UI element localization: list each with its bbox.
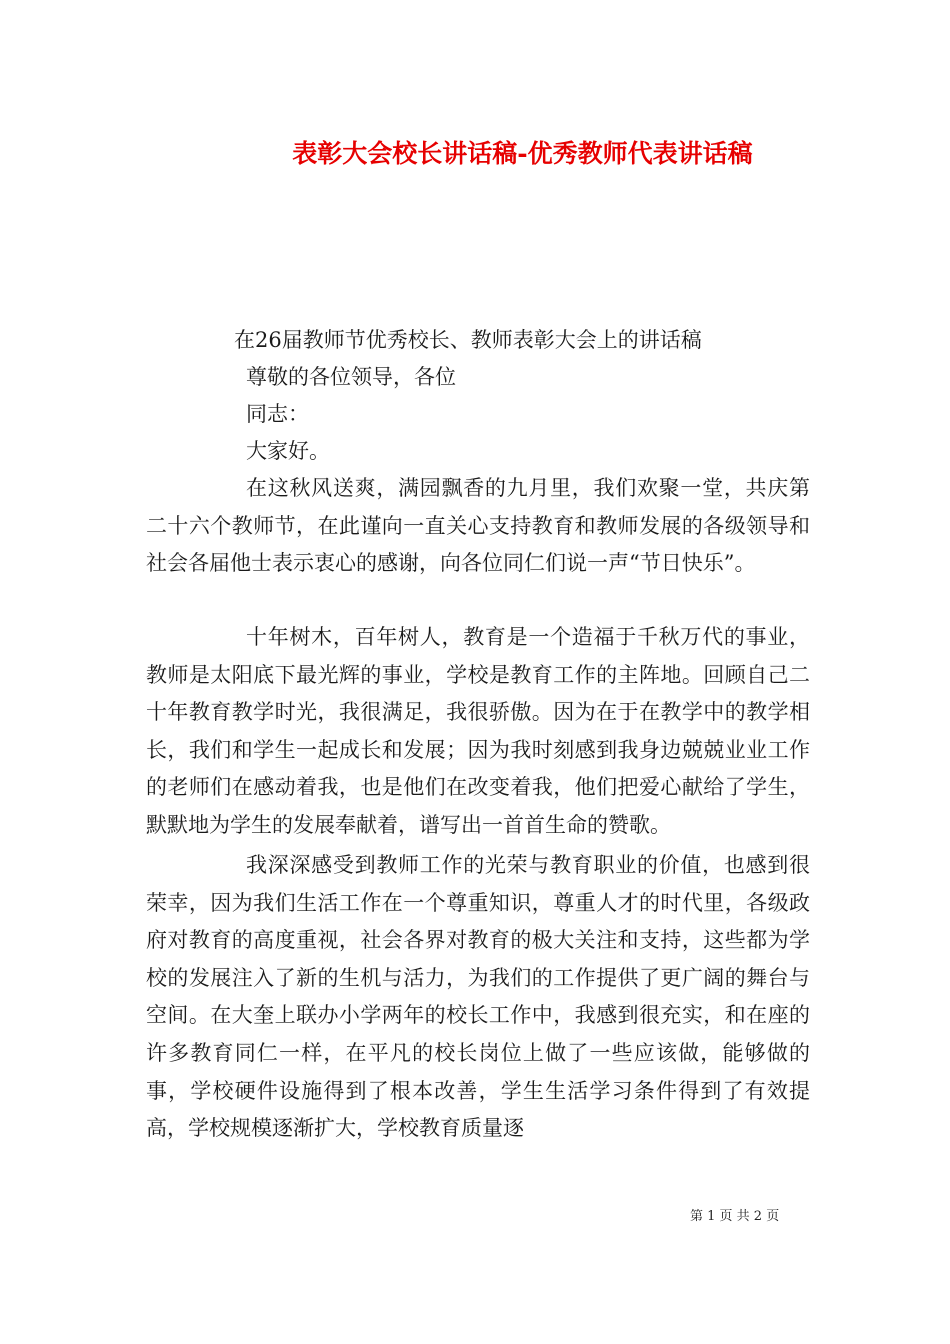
- greeting-line: 大家好。: [246, 439, 330, 463]
- page-number-footer: 第 1 页 共 2 页: [690, 1209, 780, 1224]
- body-paragraph-1: 在这秋风送爽，满园飘香的九月里，我们欢聚一堂，共庆第二十六个教师节，在此谨向一直关心支持教育和教师发展的各级领导和社会各届他士表示衷心的感谢，向各位同仁们说一声“节日快乐”。: [146, 476, 810, 576]
- body-paragraph-2: 十年树木，百年树人，教育是一个造福于千秋万代的事业，教师是太阳底下最光辉的事业，学校是教育工作的主阵地。回顾自己二十年教育教学时光，我很满足，我很骄傲。因为在于在教学中的教学相长，我们和学生一起成长和发展；因为我时刻感到我身边兢兢业业工作的老师们在感动着我，也是他们在改变着我，他们把爱心献给了学生，默默地为学生的发展奉献着，谱写出一首首生命的赞歌。: [146, 625, 810, 837]
- document-title: 表彰大会校长讲话稿-优秀教师代表讲话稿: [292, 139, 753, 168]
- body-paragraph-3: 我深深感受到教师工作的光荣与教育职业的价值，也感到很荣幸，因为我们生活工作在一个尊重知识，尊重人才的时代里，各级政府对教育的高度重视，社会各界对教育的极大关注和支持，这些都为学校的发展注入了新的生机与活力，为我们的工作提供了更广阔的舞台与空间。在大奎上联办小学两年的校长工作中，我感到很充实，和在座的许多教育同仁一样，在平凡的校长岗位上做了一些应该做，能够做的事，学校硬件设施得到了根本改善，学生生活学习条件得到了有效提高，学校规模逐渐扩大，学校教育质量逐: [146, 853, 810, 1141]
- speech-subtitle: 在26届教师节优秀校长、教师表彰大会上的讲话稿: [234, 328, 702, 352]
- salutation-line-2: 同志：: [246, 402, 309, 426]
- salutation-line-1: 尊敬的各位领导，各位: [246, 365, 456, 389]
